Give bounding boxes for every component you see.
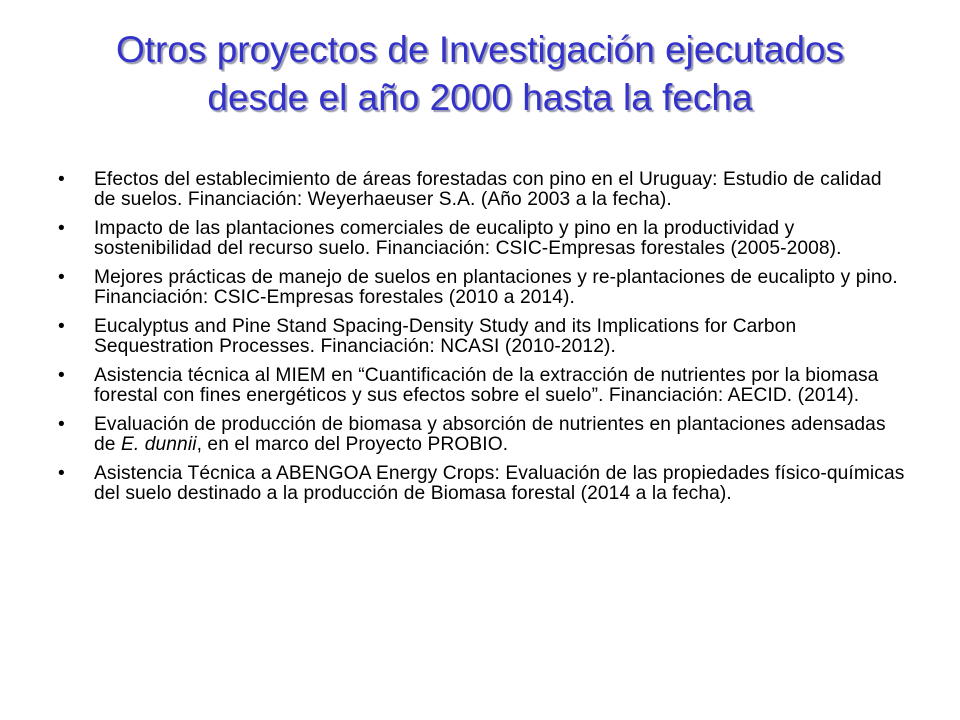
- bullet-icon: •: [58, 218, 65, 239]
- bullet-item-4: [58, 317, 908, 357]
- bullet-icon: •: [58, 316, 65, 337]
- bullet-item-1: [58, 170, 908, 210]
- slide-title: [40, 26, 920, 122]
- bullet-icon: •: [58, 463, 65, 484]
- bullet-text-part: Evaluación de producción de biomasa y absorción de nutrientes en plantaciones adensadas de: [94, 414, 886, 455]
- slide-title-line-2: desde el año 2000 hasta la fecha: [207, 77, 753, 118]
- bullet-text: Eucalyptus and Pine Stand Spacing-Density Study and its Implications for Carbon Sequestration Processes. Financiación: NCASI (2010-2012).: [94, 316, 797, 357]
- bullet-item-2: [58, 219, 908, 259]
- bullet-list: [58, 170, 908, 513]
- bullet-text: Asistencia Técnica a ABENGOA Energy Crops: Evaluación de las propiedades físico-químicas del suelo destinado a la producción de Biomasa forestal (2014 a la fecha).: [94, 463, 905, 504]
- bullet-text: Impacto de las plantaciones comerciales de eucalipto y pino en la productividad y sostenibilidad del recurso suelo. Financiación: CSIC-Empresas forestales (2005-2008).: [94, 218, 842, 259]
- bullet-text: Mejores prácticas de manejo de suelos en plantaciones y re-plantaciones de eucalipto y pino. Financiación: CSIC-Empresas forestales (2010 a 2014).: [94, 267, 898, 308]
- bullet-text: [94, 415, 908, 455]
- bullet-icon: •: [58, 267, 65, 288]
- bullet-text: Asistencia técnica al MIEM en “Cuantificación de la extracción de nutrientes por la biomasa forestal con fines energéticos y sus efectos sobre el suelo”. Financiación: AECID. (2014).: [94, 365, 879, 406]
- slide-title-line-1: Otros proyectos de Investigación ejecutados: [115, 29, 845, 70]
- bullet-text-part: , en el marco del Proyecto PROBIO.: [196, 434, 509, 455]
- bullet-icon: •: [58, 365, 65, 386]
- bullet-item-6: [58, 415, 908, 455]
- bullet-icon: •: [58, 169, 65, 190]
- bullet-text: Efectos del establecimiento de áreas forestadas con pino en el Uruguay: Estudio de calidad de suelos. Financiación: Weyerhaeuser S.A. (Año 2003 a la fecha).: [94, 169, 882, 210]
- bullet-item-3: [58, 268, 908, 308]
- bullet-item-5: [58, 366, 908, 406]
- species-name: E. dunnii: [120, 434, 197, 455]
- bullet-icon: •: [58, 414, 65, 435]
- bullet-item-7: [58, 464, 908, 504]
